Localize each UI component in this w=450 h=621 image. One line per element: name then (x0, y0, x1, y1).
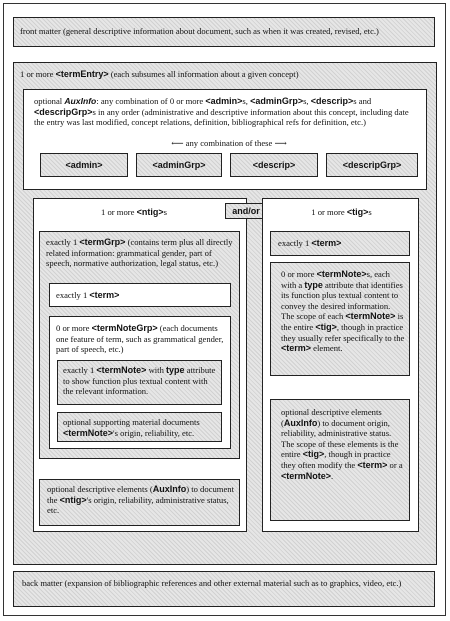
ntig-support-description: optional supporting material documents <termNote>'s origin, reliability, etc. (63, 417, 200, 438)
termgrp-description: exactly 1 <termGrp> (contains term plus all directly related information: grammatical gender, part of speech, normative authorization, legal status, etc.) (46, 237, 233, 269)
ntig-header: 1 or more <ntig>s (101, 207, 167, 217)
tig-auxinfo-description: optional descriptive elements (AuxInfo) to document origin, reliability, administrative status. The scope of these elements is the entire <tig>, though in practice they often modify the <term> or a <termNote>. (281, 407, 403, 481)
combination-arrow-label: ⟵ any combination of these ⟶ (171, 138, 287, 148)
ntig-termnote-description: exactly 1 <termNote> with type attribute to show function plus textual content with the relevant information. (63, 365, 216, 397)
auxinfo-element-admin: <admin> (40, 153, 128, 177)
back-matter-box (13, 571, 435, 607)
tig-auxinfo-box (270, 399, 410, 521)
auxinfo-element-descrip: <descrip> (230, 153, 318, 177)
tig-term-label: exactly 1 <term> (278, 238, 342, 248)
ntig-support-box (57, 412, 222, 442)
auxinfo-element-admingrp: <adminGrp> (136, 153, 222, 177)
ntig-term-box (49, 283, 231, 307)
left-arrow-icon: ⟵ (171, 138, 184, 148)
ntig-termnote-box (57, 360, 222, 405)
ntig-auxinfo-box (39, 479, 240, 526)
auxinfo-description: optional AuxInfo: any combination of 0 or more <admin>s, <adminGrp>s, <descrip>s and <descripGrp>s in any order (administrative and descriptive information about this concept, including date the entry was last modified, concept relations, definition, bibliographical refs for definition, etc.) (34, 96, 409, 128)
term-entry-title: 1 or more <termEntry> (each subsumes all information about a given concept) (20, 69, 299, 79)
ntig-auxinfo-description: optional descriptive elements (AuxInfo) to document the <ntig>'s origin, reliability, administrative status, etc. (47, 484, 234, 516)
front-matter-text: front matter (general descriptive information about document, such as when it was created, revised, etc.) (20, 26, 379, 36)
right-arrow-icon: ⟶ (274, 138, 287, 148)
tig-termnote-box (270, 262, 410, 376)
tig-term-box (270, 231, 410, 256)
auxinfo-element-descripgrp: <descripGrp> (326, 153, 418, 177)
tig-termnote-description: 0 or more <termNote>s, each with a type attribute that identifies its function plus textual content to convey the desired information. The scope of each <termNote> is the entire <tig>, though in practice they usually refer specifically to the <term> element. (281, 269, 405, 354)
and-or-connector: and/or (225, 203, 267, 219)
back-matter-text: back matter (expansion of bibliographic references and other external material such as to graphics, video, etc.) (22, 578, 402, 588)
front-matter-box (13, 17, 435, 47)
termnotegrp-description: 0 or more <termNoteGrp> (each documents one feature of term, such as grammatical gender, part of speech, etc.) (56, 323, 224, 355)
ntig-term-label: exactly 1 <term> (56, 290, 120, 300)
tig-header: 1 or more <tig>s (311, 207, 372, 217)
